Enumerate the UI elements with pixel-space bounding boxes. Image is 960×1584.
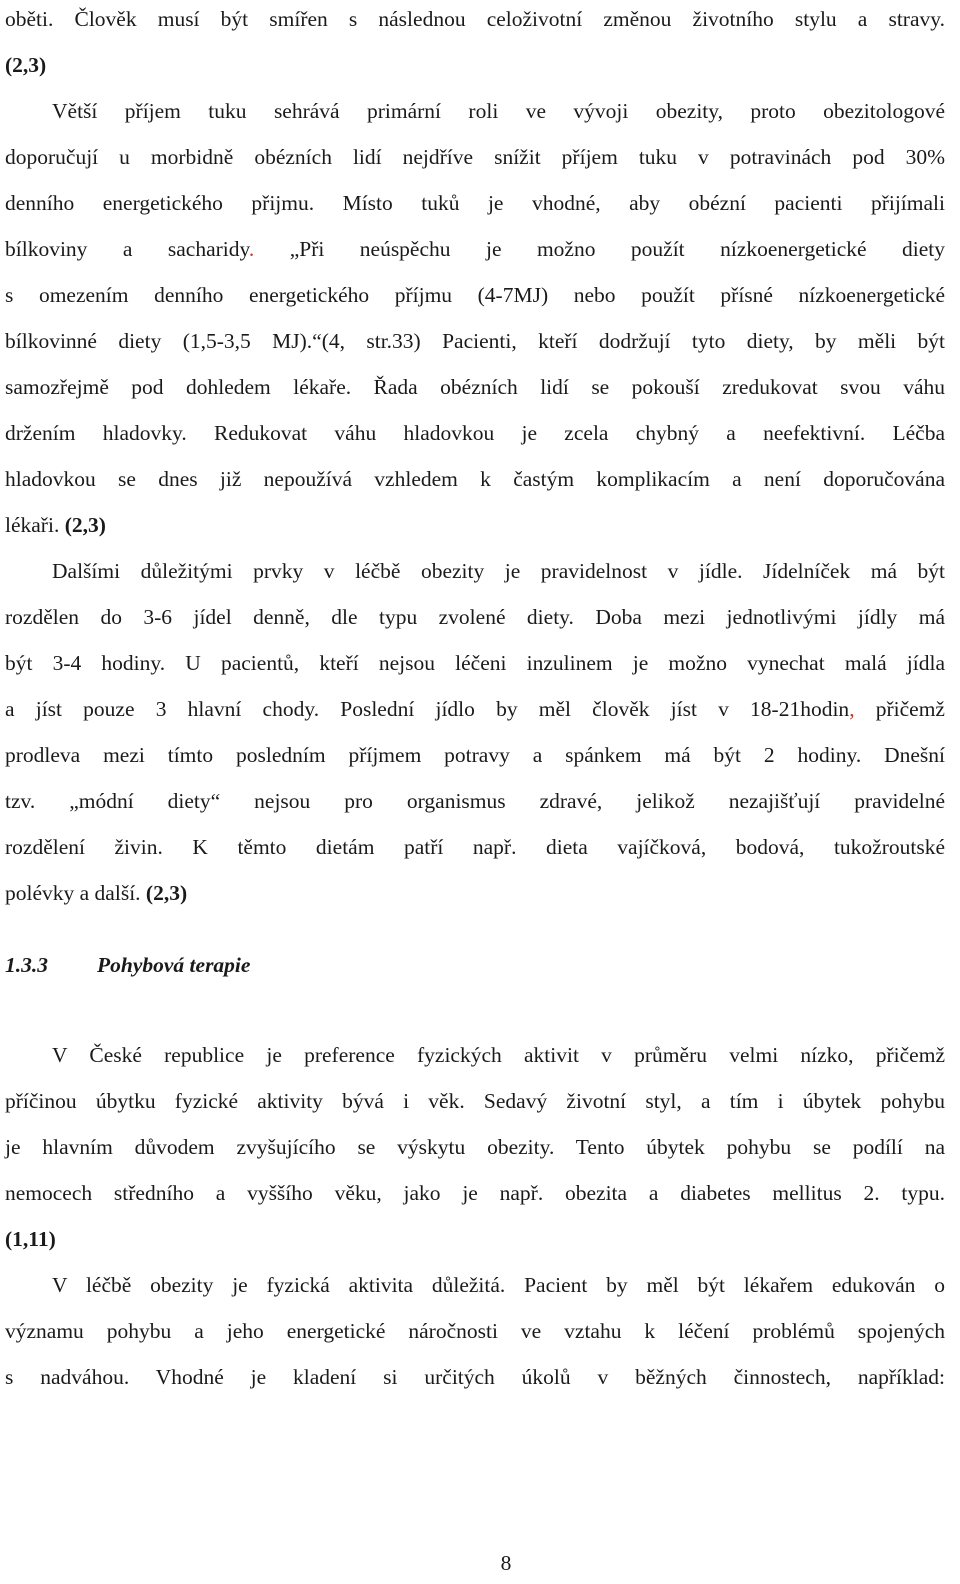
text-span: polévky a další. — [5, 881, 146, 905]
paragraph-line: Dalšími důležitými prvky v léčbě obezity je pravidelnost v jídle. Jídelníček má být — [52, 559, 945, 583]
paragraph-line: samozřejmě pod dohledem lékaře. Řada obézních lidí se pokouší zredukovat svou váhu — [5, 375, 945, 399]
text-span: přičemž — [854, 697, 945, 721]
paragraph-line: bílkovinné diety (1,5-3,5 MJ).“(4, str.33) Pacienti, kteří dodržují tyto diety, by měli být — [5, 329, 945, 353]
red-comma: , — [849, 697, 855, 721]
citation-ref: (2,3) — [145, 881, 188, 905]
paragraph-line: je hlavním důvodem zvyšujícího se výskytu obezity. Tento úbytek pohybu se podílí na — [5, 1135, 945, 1159]
paragraph-line: významu pohybu a jeho energetické náročnosti ve vztahu k léčení problémů spojených — [5, 1319, 945, 1343]
text-span: „Při neúspěchu je možno použít nízkoenergetické diety — [254, 237, 945, 261]
paragraph-line: rozdělen do 3-6 jídel denně, dle typu zvolené diety. Doba mezi jednotlivými jídly má — [5, 605, 945, 629]
paragraph-line: denního energetického přijmu. Místo tuků je vhodné, aby obézní pacienti přijímali — [5, 191, 945, 215]
paragraph-line: rozdělení živin. K těmto dietám patří např. dieta vajíčková, bodová, tukožroutské — [5, 835, 945, 859]
paragraph-line: nemocech středního a vyššího věku, jako je např. obezita a diabetes mellitus 2. typu. — [5, 1181, 945, 1205]
paragraph-line — [5, 234, 945, 264]
citation-ref: (2,3) — [64, 513, 106, 537]
red-dot: . — [248, 237, 255, 261]
section-title: Pohybová terapie — [97, 953, 251, 977]
paragraph-line: V léčbě obezity je fyzická aktivita důležitá. Pacient by měl být lékařem edukován o — [52, 1273, 945, 1297]
paragraph-line: držením hladovky. Redukovat váhu hladovkou je zcela chybný a neefektivní. Léčba — [5, 421, 945, 445]
paragraph-line: doporučují u morbidně obézních lidí nejdříve snížit příjem tuku v potravinách pod 30% — [5, 145, 945, 169]
section-heading — [5, 950, 250, 980]
paragraph-line: V České republice je preference fyzických aktivit v průměru velmi nízko, přičemž — [52, 1043, 945, 1067]
paragraph-line: s omezením denního energetického příjmu (4-7MJ) nebo použít přísné nízkoenergetické — [5, 283, 945, 307]
paragraph-line: hladovkou se dnes již nepoužívá vzhledem k častým komplikacím a není doporučována — [5, 467, 945, 491]
paragraph-line — [5, 878, 187, 908]
paragraph-line: prodleva mezi tímto posledním příjmem potravy a spánkem má být 2 hodiny. Dnešní — [5, 743, 945, 767]
paragraph-line: oběti. Člověk musí být smířen s následnou celoživotní změnou životního stylu a stravy. — [5, 7, 945, 31]
text-span: lékaři. — [5, 513, 65, 537]
paragraph-line: být 3-4 hodiny. U pacientů, kteří nejsou léčeni inzulinem je možno vynechat malá jídla — [5, 651, 945, 675]
page-number: 8 — [500, 1551, 512, 1575]
paragraph-line: Větší příjem tuku sehrává primární roli ve vývoji obezity, proto obezitologové — [52, 99, 945, 123]
paragraph-line — [5, 510, 106, 540]
paragraph-line: tzv. „módní diety“ nejsou pro organismus zdravé, jelikož nezajišťují pravidelné — [5, 789, 945, 813]
paragraph-line: příčinou úbytku fyzické aktivity bývá i věk. Sedavý životní styl, a tím i úbytek pohybu — [5, 1089, 945, 1113]
citation-ref: (1,11) — [5, 1227, 56, 1251]
citation-ref: (2,3) — [5, 53, 47, 77]
text-span: bílkoviny a sacharidy — [5, 237, 249, 261]
section-number: 1.3.3 — [5, 953, 48, 977]
paragraph-line — [5, 694, 945, 724]
text-span: a jíst pouze 3 hlavní chody. Poslední jídlo by měl člověk jíst v 18-21hodin — [5, 697, 850, 721]
paragraph-line: s nadváhou. Vhodné je kladení si určitých úkolů v běžných činnostech, například: — [5, 1365, 945, 1389]
